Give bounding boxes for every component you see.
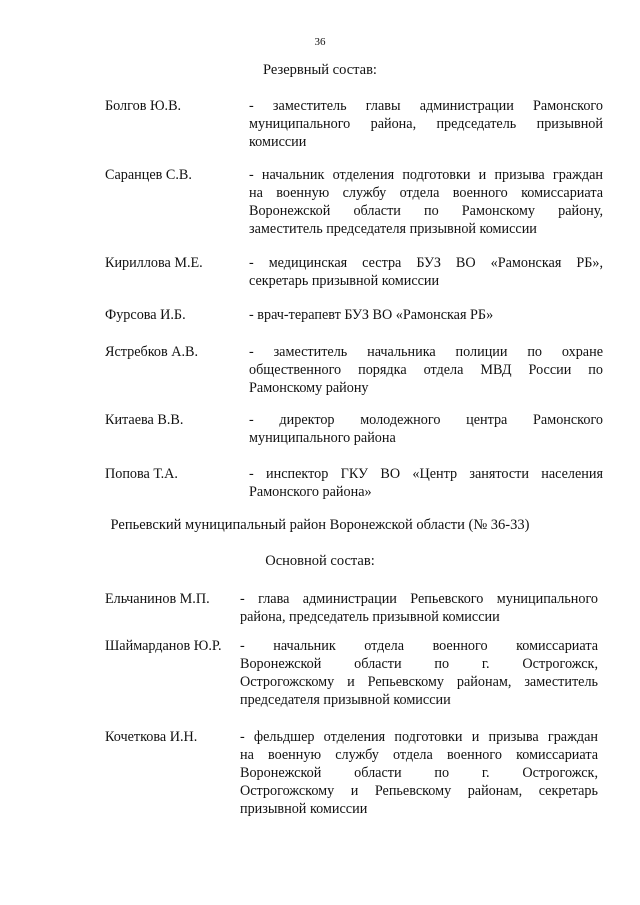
member-role-line: председателя призывной комиссии	[240, 692, 451, 708]
member-role	[249, 343, 603, 397]
member-role-line: - заместитель главы администрации Рамонского	[249, 98, 603, 114]
member-role-line: - инспектор ГКУ ВО «Центр занятости населения	[249, 466, 603, 482]
page-number: 36	[314, 36, 326, 48]
member-name: Китаева В.В.	[105, 412, 184, 428]
member-role-line: - начальник отдела военного комиссариата	[240, 638, 598, 654]
member-name: Болгов Ю.В.	[105, 98, 182, 114]
member-role-line: на военную службу отдела военного комиссариата	[249, 185, 603, 201]
member-role-line: - глава администрации Репьевского муниципального	[240, 591, 598, 607]
member-role-line: секретарь призывной комиссии	[249, 273, 440, 289]
member-role-line: на военную службу отдела военного комиссариата	[240, 747, 598, 763]
member-name: Шаймарданов Ю.Р.	[105, 638, 222, 654]
member-role-line: Воронежской области по г. Острогожск,	[240, 656, 598, 672]
member-role-line: - врач-терапевт БУЗ ВО «Рамонская РБ»	[249, 307, 494, 323]
member-role	[240, 728, 598, 818]
member-name: Ястребков А.В.	[105, 344, 199, 360]
member-role-line: - фельдшер отделения подготовки и призыва граждан	[240, 729, 598, 745]
member-role-line: - заместитель начальника полиции по охране	[249, 344, 603, 360]
member-role-line: общественного порядка отдела МВД России по	[249, 362, 603, 378]
member-name: Кочеткова И.Н.	[105, 729, 198, 745]
member-role	[249, 97, 603, 151]
member-role	[249, 166, 603, 238]
member-role-line: - директор молодежного центра Рамонского	[249, 412, 603, 428]
member-role-line: района, председатель призывной комиссии	[240, 609, 500, 625]
member-role-line: Рамонского района»	[249, 484, 372, 500]
member-role-line: комиссии	[249, 134, 307, 150]
member-role	[249, 411, 603, 447]
member-role	[249, 306, 603, 324]
member-role-line: Острогожскому и Репьевскому районам, заместитель	[240, 674, 598, 690]
member-role-line: - начальник отделения подготовки и призыва граждан	[249, 167, 603, 183]
member-role	[240, 590, 598, 626]
member-role-line: муниципального района, председатель призывной	[249, 116, 603, 132]
member-name: Фурсова И.Б.	[105, 307, 186, 323]
member-name: Кириллова М.Е.	[105, 255, 203, 271]
member-role-line: Острогожскому и Репьевскому районам, секретарь	[240, 783, 598, 799]
section-heading-main: Основной состав:	[265, 553, 375, 569]
member-role-line: муниципального района	[249, 430, 396, 446]
member-role	[240, 637, 598, 709]
member-role	[249, 465, 603, 501]
member-role-line: Рамонскому району	[249, 380, 369, 396]
member-role-line: Воронежской области по г. Острогожск,	[240, 765, 598, 781]
member-role-line: призывной комиссии	[240, 801, 368, 817]
section-heading-reserve: Резервный состав:	[263, 62, 377, 78]
district-heading: Репьевский муниципальный район Воронежской области (№ 36-33)	[110, 517, 530, 533]
member-role	[249, 254, 603, 290]
member-name: Саранцев С.В.	[105, 167, 192, 183]
member-role-line: заместитель председателя призывной комиссии	[249, 221, 537, 237]
member-role-line: Воронежской области по Рамонскому району,	[249, 203, 603, 219]
member-name: Ельчанинов М.П.	[105, 591, 210, 607]
member-role-line: - медицинская сестра БУЗ ВО «Рамонская РБ»,	[249, 255, 603, 271]
member-name: Попова Т.А.	[105, 466, 178, 482]
